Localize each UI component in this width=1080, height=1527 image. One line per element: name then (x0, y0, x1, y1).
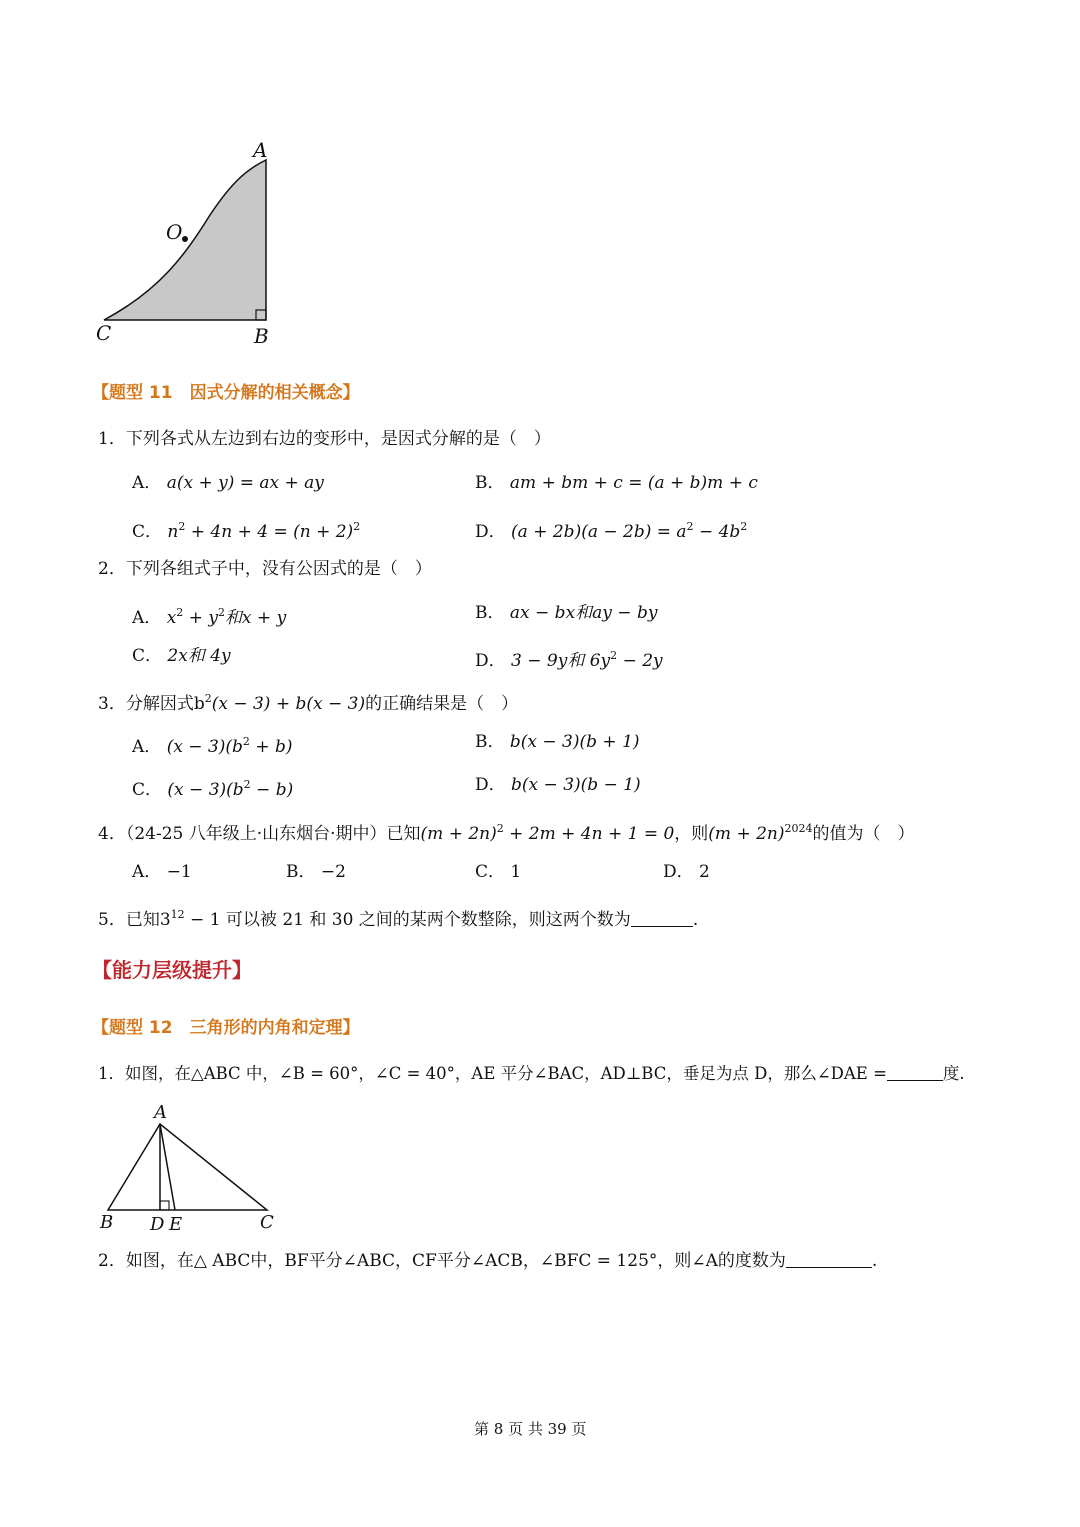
right-angle-mark-d (160, 1201, 169, 1210)
q3-stem: 3．分解因式$b^2(x - 3) + b(x - 3)$的正确结果是（ ） (98, 692, 519, 714)
q4-option-b[interactable]: B． −2 (286, 862, 346, 882)
q2-option-a[interactable]: A． $x^2 + y^2$和x + y (132, 606, 287, 628)
q3-number: 3． (98, 694, 126, 714)
p2-number: 2． (98, 1251, 126, 1271)
label-a: A (253, 138, 268, 162)
q3-option-b[interactable]: B． b(x − 3)(b + 1) (475, 732, 640, 752)
label-c: C (260, 1212, 274, 1233)
q4-number: 4． (98, 824, 126, 844)
figure-triangle-abc (95, 1100, 285, 1235)
figure-curve-region (90, 135, 290, 350)
page-footer: 第 8 页 共 39 页 (474, 1420, 587, 1438)
q1-text: 下列各式从左边到右边的变形中，是因式分解的是（ ） (125, 429, 551, 449)
bisector-ae (160, 1124, 175, 1210)
point-o (182, 236, 188, 242)
label-e: E (169, 1214, 183, 1235)
q1-number: 1． (98, 429, 126, 449)
p2-answer-blank[interactable] (786, 1251, 872, 1268)
q3-option-a[interactable]: A． $(x - 3)(b^2 + b)$ (132, 735, 293, 757)
section-12-title: 【题型 12 三角形的内角和定理】 (92, 1018, 360, 1038)
q1-option-c[interactable]: C． $n^2 + 4n + 4 = (n + 2)^2$ (132, 520, 361, 542)
q1-option-a[interactable]: A． a(x + y) = ax + ay (132, 473, 324, 493)
q1-option-b[interactable]: B． am + bm + c = (a + b)m + c (475, 473, 758, 493)
q2-option-d[interactable]: D． 3 − 9y和 $6y^2 - 2y$ (475, 649, 663, 671)
label-o: O (166, 220, 183, 244)
q5-number: 5． (98, 910, 126, 930)
label-c: C (96, 321, 112, 345)
label-a: A (154, 1102, 167, 1123)
q4-option-d[interactable]: D． 2 (663, 862, 710, 882)
label-b: B (100, 1212, 114, 1233)
triangle (108, 1124, 267, 1210)
p1-number: 1． (98, 1064, 125, 1083)
q2-option-b[interactable]: B． ax − bx和ay − by (475, 603, 658, 623)
q5-stem: 5．已知$3^{12} - 1$ 可以被 21 和 30 之间的某两个数整除，则这两个数为 . (98, 908, 699, 930)
section-11-title: 【题型 11 因式分解的相关概念】 (92, 383, 360, 403)
q2-stem (98, 558, 432, 580)
q5-answer-blank[interactable] (631, 910, 693, 927)
p1-answer-blank[interactable] (887, 1064, 943, 1081)
q4-option-a[interactable]: A． −1 (132, 862, 192, 882)
q2-number: 2． (98, 559, 126, 579)
label-d: D (150, 1214, 165, 1235)
q2-text: 下列各组式子中，没有公因式的是（ ） (125, 559, 432, 579)
p1-stem: 1．如图，在△ABC 中，∠B = 60°，∠C = 40°，AE 平分∠BAC，AD⊥BC，垂足为点 D，那么∠DAE = 度. (98, 1064, 965, 1083)
level-title: 【能力层级提升】 (92, 958, 252, 982)
p2-stem: 2．如图，在△ ABC中，BF平分∠ABC，CF平分∠ACB，∠BFC = 125°，则∠A的度数为 . (98, 1251, 878, 1271)
q4-source: （24-25 八年级上·山东烟台·期中）已知 (125, 824, 421, 844)
q2-option-c[interactable]: C． 2x和 4y (132, 646, 231, 666)
label-b: B (254, 324, 269, 348)
q3-option-d[interactable]: D． b(x − 3)(b − 1) (475, 775, 641, 795)
q4-option-c[interactable]: C． 1 (475, 862, 522, 882)
q1-option-d[interactable]: D． $(a + 2b)(a - 2b) = a^2 - 4b^2$ (475, 520, 748, 542)
q1-stem (98, 428, 551, 450)
q4-stem: 4．（24-25 八年级上·山东烟台·期中）已知$(m + 2n)^2 + 2m + 4n + 1 = 0$，则$(m + 2n)^{2024}$的值为（ ） (98, 822, 915, 844)
q3-option-c[interactable]: C． $(x - 3)(b^2 - b)$ (132, 778, 294, 800)
